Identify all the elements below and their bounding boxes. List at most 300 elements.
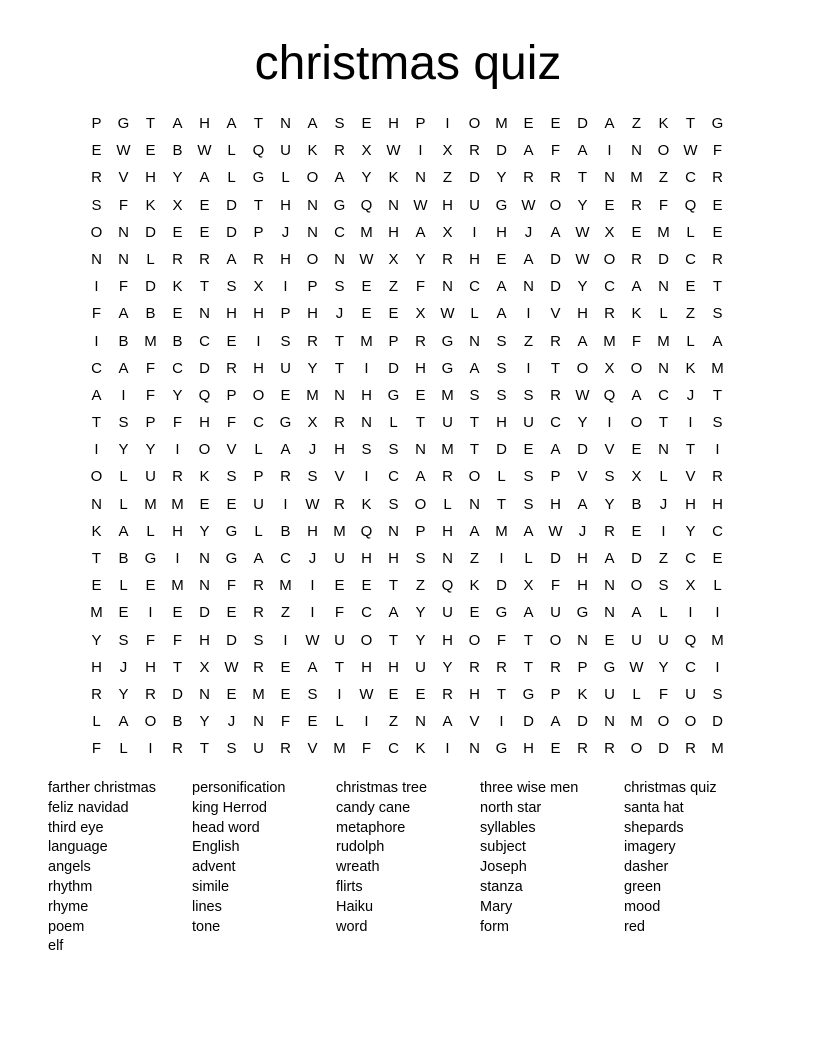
word-list-item: north star <box>480 799 542 816</box>
grid-letter: W <box>575 386 590 404</box>
grid-letter: L <box>335 713 344 731</box>
grid-letter: K <box>172 278 183 296</box>
grid-letter: C <box>712 522 723 540</box>
grid-letter: I <box>715 658 720 676</box>
grid-letter: Y <box>415 631 426 649</box>
word-list-item: green <box>624 878 662 895</box>
grid-letter: T <box>199 278 210 296</box>
grid-letter: E <box>172 604 183 622</box>
grid-letter: B <box>172 713 183 731</box>
grid-letter: U <box>145 468 156 486</box>
grid-letter: O <box>468 631 481 649</box>
grid-letter: N <box>334 250 345 268</box>
grid-letter: A <box>550 223 561 241</box>
grid-letter: N <box>658 359 669 377</box>
grid-letter: D <box>172 685 183 703</box>
grid-letter: U <box>685 685 696 703</box>
grid-letter: O <box>252 386 265 404</box>
grid-letter: E <box>631 441 642 459</box>
grid-letter: F <box>118 278 129 296</box>
grid-letter: N <box>199 305 210 323</box>
word-list-item: three wise men <box>480 780 579 796</box>
grid-letter: I <box>715 604 720 622</box>
grid-letter: S <box>496 386 507 404</box>
grid-letter: O <box>603 250 616 268</box>
word-column <box>336 779 480 937</box>
grid-letter: B <box>631 495 642 513</box>
word-list-item: candy cane <box>336 799 411 816</box>
grid-letter: P <box>415 522 426 540</box>
grid-letter: A <box>280 441 291 459</box>
grid-letter: D <box>226 631 237 649</box>
grid-letter: T <box>469 414 480 432</box>
grid-letter: D <box>550 278 561 296</box>
grid-letter: L <box>686 223 695 241</box>
grid-letter: D <box>577 713 588 731</box>
grid-row <box>83 658 733 685</box>
grid-letter: S <box>712 685 723 703</box>
grid-letter: U <box>280 359 291 377</box>
grid-letter: P <box>91 115 102 132</box>
grid-letter: D <box>496 441 507 459</box>
grid-row <box>83 685 733 712</box>
word-list-item: lines <box>192 898 222 915</box>
grid-letter: E <box>523 441 534 459</box>
grid-letter: B <box>280 522 291 540</box>
grid-letter: W <box>359 685 374 703</box>
grid-letter: L <box>119 740 128 758</box>
grid-letter: N <box>91 250 102 268</box>
grid-letter: I <box>94 441 99 459</box>
grid-letter: V <box>307 740 318 758</box>
grid-letter: A <box>172 115 183 132</box>
grid-letter: Y <box>415 250 426 268</box>
grid-letter: O <box>630 359 643 377</box>
grid-row <box>83 304 733 331</box>
grid-row <box>83 712 733 739</box>
grid-letter: H <box>280 196 291 214</box>
grid-letter: A <box>523 522 534 540</box>
grid-letter: Z <box>658 550 669 567</box>
grid-letter: A <box>577 495 588 513</box>
grid-letter: M <box>630 169 643 187</box>
word-list-item: shepards <box>624 819 684 836</box>
grid-letter: D <box>226 223 237 241</box>
grid-letter: T <box>388 631 399 649</box>
grid-letter: A <box>523 142 534 160</box>
word-column <box>48 779 192 957</box>
grid-letter: I <box>283 278 288 296</box>
grid-letter: A <box>226 250 237 268</box>
word-list-item: rhythm <box>48 878 93 895</box>
grid-letter: C <box>685 169 696 187</box>
grid-letter: O <box>630 577 643 595</box>
grid-letter: A <box>442 713 453 731</box>
grid-letter: O <box>630 740 643 758</box>
grid-letter: E <box>604 196 615 214</box>
word-list-item: advent <box>192 859 236 876</box>
grid-letter: S <box>388 441 399 459</box>
grid-letter: Y <box>307 359 318 377</box>
grid-row <box>83 332 733 359</box>
grid-letter: E <box>91 142 102 160</box>
grid-letter: Z <box>388 713 399 731</box>
grid-letter: N <box>604 169 615 187</box>
grid-letter: M <box>441 386 454 404</box>
grid-letter: G <box>495 604 508 622</box>
grid-letter: Z <box>685 305 696 323</box>
grid-letter: C <box>388 740 399 758</box>
grid-letter: H <box>496 223 507 241</box>
grid-letter: R <box>334 414 345 432</box>
grid-letter: H <box>199 414 210 432</box>
grid-letter: D <box>496 577 507 595</box>
grid-letter: S <box>496 359 507 377</box>
grid-letter: E <box>712 223 723 241</box>
grid-letter: M <box>711 359 724 377</box>
grid-letter: K <box>199 468 210 486</box>
grid-letter: E <box>199 223 210 241</box>
grid-letter: E <box>712 550 723 567</box>
word-list-item: king Herrod <box>192 799 267 816</box>
grid-letter: K <box>577 685 588 703</box>
grid-letter: H <box>253 359 264 377</box>
grid-letter: I <box>364 468 369 486</box>
grid-letter: G <box>144 550 157 567</box>
grid-row <box>83 603 733 630</box>
grid-letter: U <box>523 414 534 432</box>
grid-letter: H <box>685 495 696 513</box>
word-list-item: form <box>480 918 509 935</box>
grid-letter: O <box>468 115 481 132</box>
grid-letter: O <box>549 196 562 214</box>
grid-letter: G <box>252 169 265 187</box>
grid-letter: M <box>711 740 724 758</box>
grid-letter: I <box>688 604 693 622</box>
grid-letter: J <box>119 658 128 676</box>
grid-letter: T <box>469 441 480 459</box>
grid-letter: O <box>630 414 643 432</box>
grid-row <box>83 359 733 386</box>
grid-letter: I <box>283 631 288 649</box>
grid-letter: H <box>334 441 345 459</box>
grid-letter: D <box>496 142 507 160</box>
grid-letter: Y <box>577 414 588 432</box>
grid-letter: I <box>121 386 126 404</box>
grid-letter: A <box>577 142 588 160</box>
grid-letter: E <box>631 223 642 241</box>
grid-letter: S <box>415 550 426 567</box>
grid-letter: K <box>685 359 696 377</box>
grid-letter: I <box>256 332 261 350</box>
grid-row <box>83 386 733 413</box>
word-list-item: rhyme <box>48 898 89 915</box>
grid-letter: R <box>91 685 102 703</box>
grid-letter: N <box>469 332 480 350</box>
grid-letter: N <box>118 223 129 241</box>
grid-letter: Y <box>577 196 588 214</box>
grid-letter: I <box>94 278 99 296</box>
word-list-item: Haiku <box>336 898 374 915</box>
grid-letter: U <box>415 658 426 676</box>
grid-letter: D <box>550 550 561 567</box>
grid-letter: N <box>361 414 372 432</box>
grid-letter: A <box>199 169 210 187</box>
grid-letter: Y <box>685 522 696 540</box>
word-column <box>624 779 768 937</box>
grid-letter: P <box>280 305 291 323</box>
grid-letter: V <box>550 305 561 323</box>
grid-row <box>83 631 733 658</box>
grid-letter: L <box>713 577 722 595</box>
grid-letter: J <box>686 386 695 404</box>
grid-letter: N <box>469 495 480 513</box>
grid-letter: T <box>523 658 534 676</box>
grid-letter: R <box>631 196 642 214</box>
grid-letter: S <box>361 441 372 459</box>
grid-letter: U <box>442 604 453 622</box>
grid-letter: A <box>631 278 642 296</box>
grid-letter: Q <box>603 386 616 404</box>
grid-letter: B <box>118 332 129 350</box>
grid-letter: L <box>227 169 236 187</box>
grid-letter: R <box>415 332 426 350</box>
grid-letter: H <box>361 550 372 567</box>
grid-row <box>83 168 733 195</box>
grid-letter: C <box>253 414 264 432</box>
grid-letter: N <box>604 604 615 622</box>
grid-letter: C <box>172 359 183 377</box>
grid-letter: T <box>685 115 696 132</box>
grid-letter: F <box>496 631 507 649</box>
grid-letter: X <box>604 359 615 377</box>
grid-letter: M <box>630 713 643 731</box>
grid-letter: N <box>442 278 453 296</box>
grid-letter: H <box>199 631 210 649</box>
grid-letter: R <box>172 740 183 758</box>
grid-letter: S <box>226 278 237 296</box>
grid-row <box>83 196 733 223</box>
grid-letter: A <box>577 332 588 350</box>
grid-letter: E <box>280 386 291 404</box>
grid-letter: I <box>94 332 99 350</box>
grid-letter: M <box>603 332 616 350</box>
grid-letter: L <box>119 468 128 486</box>
grid-letter: W <box>386 142 401 160</box>
grid-letter: I <box>445 740 450 758</box>
grid-row <box>83 413 733 440</box>
grid-letter: A <box>469 522 480 540</box>
grid-letter: N <box>523 278 534 296</box>
grid-letter: T <box>334 359 345 377</box>
grid-letter: R <box>712 468 723 486</box>
grid-letter: X <box>523 577 534 595</box>
grid-letter: J <box>281 223 290 241</box>
grid-letter: W <box>521 196 536 214</box>
grid-letter: H <box>172 522 183 540</box>
grid-letter: S <box>334 278 345 296</box>
grid-letter: L <box>281 169 290 187</box>
grid-letter: I <box>337 685 342 703</box>
grid-letter: B <box>145 305 156 323</box>
grid-letter: C <box>685 550 696 567</box>
grid-letter: M <box>144 332 157 350</box>
grid-letter: T <box>91 550 102 567</box>
grid-letter: N <box>658 441 669 459</box>
grid-letter: Y <box>361 169 372 187</box>
grid-letter: I <box>499 550 504 567</box>
grid-letter: C <box>280 550 291 567</box>
letter-grid <box>83 114 733 767</box>
grid-letter: R <box>442 250 453 268</box>
grid-letter: X <box>361 142 372 160</box>
grid-letter: S <box>226 740 237 758</box>
grid-letter: P <box>415 115 426 132</box>
grid-letter: S <box>388 495 399 513</box>
grid-letter: R <box>280 468 291 486</box>
grid-letter: Y <box>199 522 210 540</box>
grid-letter: W <box>683 142 698 160</box>
grid-letter: K <box>91 522 102 540</box>
grid-letter: F <box>172 631 183 649</box>
grid-letter: P <box>226 386 237 404</box>
grid-letter: F <box>91 740 102 758</box>
grid-letter: Z <box>388 278 399 296</box>
grid-letter: J <box>524 223 533 241</box>
grid-row <box>83 440 733 467</box>
grid-letter: F <box>415 278 426 296</box>
grid-letter: R <box>253 577 264 595</box>
grid-letter: D <box>226 196 237 214</box>
grid-letter: H <box>523 740 534 758</box>
grid-letter: D <box>523 713 534 731</box>
word-list-item: language <box>48 839 108 856</box>
grid-letter: D <box>145 278 156 296</box>
grid-letter: M <box>279 577 292 595</box>
grid-row <box>83 549 733 576</box>
grid-letter: D <box>388 359 399 377</box>
grid-letter: U <box>334 631 345 649</box>
grid-letter: A <box>523 250 534 268</box>
grid-letter: P <box>145 414 156 432</box>
word-list-item: angels <box>48 859 91 876</box>
grid-letter: D <box>658 740 669 758</box>
grid-letter: H <box>415 359 426 377</box>
grid-letter: C <box>469 278 480 296</box>
grid-letter: R <box>334 495 345 513</box>
grid-letter: G <box>279 414 292 432</box>
grid-letter: E <box>280 658 291 676</box>
word-list-item: rudolph <box>336 839 385 856</box>
grid-letter: U <box>334 550 345 567</box>
grid-letter: R <box>604 740 615 758</box>
grid-letter: H <box>388 223 399 241</box>
grid-letter: E <box>469 604 480 622</box>
grid-letter: T <box>658 414 669 432</box>
grid-letter: N <box>631 142 642 160</box>
grid-letter: O <box>576 359 589 377</box>
grid-letter: X <box>442 223 453 241</box>
grid-letter: X <box>685 577 696 595</box>
grid-letter: S <box>712 414 723 432</box>
grid-letter: F <box>91 305 102 323</box>
grid-letter: M <box>495 115 508 132</box>
grid-letter: P <box>577 658 588 676</box>
grid-letter: H <box>577 305 588 323</box>
grid-letter: S <box>523 386 534 404</box>
grid-row <box>83 223 733 250</box>
grid-letter: U <box>442 414 453 432</box>
word-list-item: Joseph <box>480 859 527 876</box>
grid-letter: R <box>442 468 453 486</box>
grid-letter: N <box>307 223 318 241</box>
grid-letter: A <box>253 550 264 567</box>
word-list-item: christmas quiz <box>624 780 717 796</box>
grid-letter: Y <box>118 685 129 703</box>
grid-letter: W <box>197 142 212 160</box>
grid-letter: T <box>712 278 723 296</box>
grid-letter: E <box>172 223 183 241</box>
grid-letter: N <box>199 550 210 567</box>
grid-letter: W <box>413 196 428 214</box>
grid-letter: U <box>604 685 615 703</box>
grid-letter: W <box>440 305 455 323</box>
grid-letter: R <box>307 332 318 350</box>
grid-letter: M <box>360 332 373 350</box>
grid-letter: L <box>227 142 236 160</box>
grid-letter: U <box>280 142 291 160</box>
grid-letter: T <box>415 414 426 432</box>
grid-letter: W <box>305 495 320 513</box>
grid-letter: M <box>495 522 508 540</box>
grid-letter: H <box>577 577 588 595</box>
grid-letter: M <box>657 332 670 350</box>
grid-letter: O <box>414 495 427 513</box>
grid-letter: Z <box>280 604 291 622</box>
word-list-item: English <box>192 839 240 856</box>
grid-letter: O <box>90 468 103 486</box>
grid-letter: D <box>145 223 156 241</box>
grid-letter: I <box>526 305 531 323</box>
grid-letter: M <box>171 495 184 513</box>
grid-letter: E <box>415 386 426 404</box>
grid-letter: R <box>442 685 453 703</box>
grid-letter: E <box>226 332 237 350</box>
grid-letter: D <box>199 359 210 377</box>
grid-letter: H <box>577 550 588 567</box>
grid-letter: A <box>118 522 129 540</box>
grid-letter: Y <box>91 631 102 649</box>
grid-letter: R <box>604 305 615 323</box>
grid-letter: S <box>118 631 129 649</box>
grid-letter: X <box>307 414 318 432</box>
grid-letter: Y <box>118 441 129 459</box>
grid-letter: K <box>415 740 426 758</box>
grid-letter: G <box>495 196 508 214</box>
grid-row <box>83 576 733 603</box>
grid-letter: N <box>415 441 426 459</box>
grid-letter: A <box>415 223 426 241</box>
grid-letter: E <box>199 196 210 214</box>
grid-letter: R <box>226 359 237 377</box>
word-list-item: stanza <box>480 878 523 895</box>
grid-letter: A <box>604 550 615 567</box>
grid-letter: Q <box>252 142 265 160</box>
grid-letter: H <box>388 550 399 567</box>
grid-letter: O <box>144 713 157 731</box>
grid-letter: E <box>280 685 291 703</box>
grid-letter: X <box>199 658 210 676</box>
